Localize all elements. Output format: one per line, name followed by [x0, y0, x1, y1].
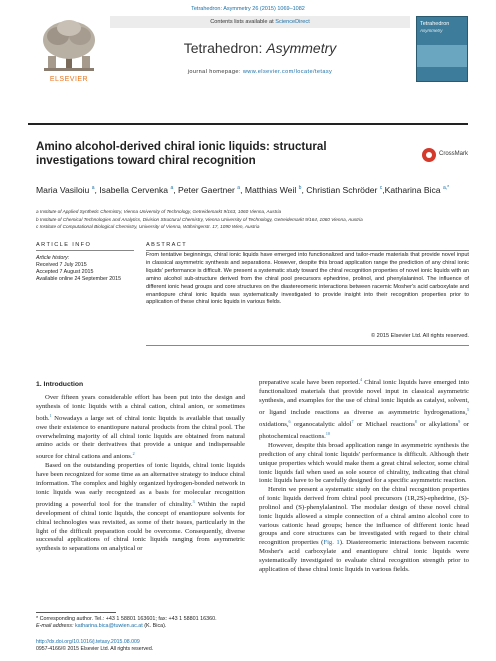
body-left-column	[36, 394, 245, 554]
footnote-email: E-mail address: katharina.bica@tuwien.ac.at (K. Bica).	[36, 623, 167, 629]
journal-cover-image	[416, 16, 468, 82]
citation-link[interactable]: 7	[351, 418, 354, 424]
journal-reference[interactable]: Tetrahedron: Asymmetry 26 (2015) 1069–1082	[191, 6, 305, 12]
homepage-link[interactable]: www.elsevier.com/locate/tetasy	[242, 69, 333, 75]
abstract-text: From tentative beginnings, chiral ionic liquids have emerged into functionalized and tailor-made materials that provide novel input in classical asymmetric synthesis and separations. However, despite this broad application range the prediction of any chiral ionic liquids' performance is difficult. We present a systematic study toward the chiral recognition properties of novel ionic liquids with an amino alcohol sub-structure derived from the chiral pool precursors ephedrine, prolinol, and phenylalaninol. The influence of different ionic head groups and core structures on the diastereomeric interactions between racemic Mosher's acid carboxylate and enantiopure chiral ionic liquids was systematically investigated to provide insight into their recognition properties prior to application of these chiral ionic liquids in various fields.	[146, 252, 469, 306]
journal-title	[110, 40, 410, 56]
online-date: Available online 24 September 2015	[36, 276, 122, 282]
author-name[interactable]: Isabella Cervenka	[99, 184, 171, 195]
citation-link[interactable]: 9	[458, 418, 461, 424]
footnote-rule	[36, 612, 116, 613]
body-paragraph: Over fifteen years considerable effort has been put into the design and synthesis of ionic liquids with a chiral cation, chiral anion, or sometimes both.$^1$ Nowadays a large set of chiral ionic liquids is available that usually owe their existence to enantiopure natural products from the chiral pool. The overwhelming majority of all chiral ionic liquids are obtained from natural amino acids or their derivatives that provide a unique and indispensable source for chiral cations and anions.$^2$	[36, 394, 245, 461]
citation-link[interactable]: 3	[192, 498, 195, 504]
affiliation-marker[interactable]: a	[237, 185, 241, 191]
cover-title: Tetrahedron	[420, 21, 450, 27]
accepted-date: Accepted 7 August 2015	[36, 269, 94, 275]
author-name[interactable]: Katharina Bica	[384, 184, 443, 195]
doi-link[interactable]: http://dx.doi.org/10.1016/j.tetasy.2015.08.009	[36, 639, 140, 645]
citation-link[interactable]: 8	[414, 418, 417, 424]
issn-line: 0957-4166/© 2015 Elsevier Ltd. All rights reserved.	[36, 646, 154, 652]
crossmark-button[interactable]	[422, 148, 482, 164]
section-heading-introduction: 1. Introduction	[36, 381, 84, 388]
affiliation-marker[interactable]: a,*	[442, 185, 450, 191]
homepage-prefix: journal homepage:	[187, 69, 243, 75]
author-separator: ,	[240, 184, 245, 195]
body-paragraph: However, despite this broad application range in asymmetric synthesis the prediction of any chiral ionic liquids' performance is difficult. Although their unique properties which would make them a great chiral selector, some chiral ionic liquids fail when used as sole source of chirality, indicating that chiral ionic liquids have to be carefully designed for a specific asymmetric reaction.	[259, 442, 469, 485]
cover-subtitle: Asymmetry	[420, 28, 443, 33]
citation-link[interactable]: 4	[360, 377, 363, 382]
article-title: Amino alcohol-derived chiral ionic liquids: structural investigations toward chiral recognition	[36, 140, 327, 167]
corresponding-author-footnote	[36, 616, 256, 630]
author-name[interactable]: Peter Gaertner	[178, 184, 238, 195]
abstract-copyright: © 2015 Elsevier Ltd. All rights reserved.	[370, 333, 469, 339]
figure-link[interactable]: Fig. 1	[323, 539, 340, 547]
received-date: Received 7 July 2015	[36, 262, 87, 268]
masthead-center	[110, 16, 410, 84]
history-label: Article history:	[36, 255, 70, 261]
citation-link[interactable]: 6	[288, 418, 291, 424]
affiliation-marker[interactable]: a	[170, 185, 174, 191]
journal-homepage	[110, 69, 410, 75]
body-paragraph: preparative scale have been reported.$^4$ Chiral ionic liquids have emerged into functionalized materials that provide novel input in classical asymmetric synthesis, and examples for the use of chiral ionic liquids as catalyst, solvent, or ligand include reactions as diverse as asymmetric hydrogenations,$^5$ oxidations,$^6$ organocatalytic aldol$^7$ or Michael reactions$^8$ or alkylations$^9$ or photochemical reactions.$^{10}$	[259, 377, 469, 441]
affiliation-b: b Institute of Chemical Technologies and Analytics, Division Structural Chemistry, Vienna University of Technology, Getreidemarkt 9/164, 1060 Vienna, Austria	[36, 216, 363, 222]
journal-name-italic: Asymmetry	[266, 40, 337, 56]
journal-name-plain: Tetrahedron:	[183, 40, 267, 56]
affiliation-marker[interactable]: a	[91, 185, 95, 191]
citation-link[interactable]: 5	[467, 406, 469, 412]
author-name[interactable]: Maria Vasiloiu	[36, 184, 92, 195]
body-right-column	[259, 376, 469, 575]
citation-link[interactable]: 2	[132, 451, 135, 457]
author-name[interactable]: Christian Schröder	[306, 184, 380, 195]
sciencedirect-link[interactable]: ScienceDirect	[275, 19, 310, 25]
abstract-bottom-rule	[146, 345, 469, 346]
crossmark-label: CrossMark	[439, 151, 469, 157]
author-name[interactable]: Matthias Weil	[244, 184, 299, 195]
affiliation-c: c Institute of Computational Biological Chemistry, University of Vienna, Währingerstr. 17, 1090 Wien, Austria	[36, 224, 260, 230]
author-separator: ,	[173, 184, 179, 195]
affiliation-marker[interactable]: b	[298, 185, 302, 191]
crossmark-icon	[422, 148, 436, 162]
affiliation-a: a Institute of Applied Synthetic Chemistry, Vienna University of Technology, Getreidemarkt 9/163, 1060 Vienna, Austria	[36, 209, 282, 214]
citation-link[interactable]: 1	[49, 412, 52, 418]
author-separator: ,	[94, 184, 100, 195]
masthead	[28, 16, 468, 84]
article-info-rule	[36, 250, 134, 251]
citation-link[interactable]: 10	[325, 430, 330, 436]
masthead-divider	[28, 123, 468, 125]
footnote-contact: * Corresponding author. Tel.: +43 1 58801 163601; fax: +43 1 58801 16360.	[36, 616, 217, 622]
affiliations	[36, 208, 476, 231]
body-paragraph: Based on the outstanding properties of ionic liquids, chiral ionic liquids have been recognized for some time as an alternative strategy to induce chiral information. The complex and highly organized hydrogen-bonded network in ionic liquids was early recognized as a basis for molecular recognition providing a powerful tool for the transfer of chirality.$^3$ Within the rapid development of chiral ionic liquids, the concept of enantiopure solvents for chiral technologies was revisited, as some of their issues, particularly in the light of the difficult preparation could be overcome. Consequently, diverse successful applications of chiral ionic liquids ranging from asymmetric synthesis to separations on analytical or	[36, 462, 245, 553]
elsevier-tree-logo	[34, 16, 104, 76]
abstract-rule	[146, 250, 469, 251]
author-separator: ,	[382, 184, 385, 195]
cover-band	[417, 45, 467, 67]
contents-bar	[110, 16, 410, 28]
article-info-heading: ARTICLE INFO	[36, 242, 92, 248]
affiliation-marker[interactable]: c	[379, 185, 383, 191]
body-paragraph: Herein we present a systematic study on the chiral recognition properties of ionic liquids derived from chiral pool precursors (1R,2S)-ephedrine, (S)-prolinol and (S)-phenylalaninol. The modular design of these novel chiral ionic liquids allowed a simple connection of a chiral amino alcohol core to various cationic head groups; hence the influence of different ionic head groups and core structures can be investigated with regard to their chiral recognition properties (Fig. 1). Diastereomeric interactions between racemic Mosher's acid carboxylate and enantiopure chiral ionic liquids were systematically investigated to evaluate chiral recognition strength prior to application of these chiral ionic liquids in various fields.	[259, 486, 469, 573]
publisher-name: ELSEVIER	[49, 76, 89, 83]
contents-prefix: Contents lists available at	[210, 19, 276, 25]
author-list	[36, 182, 476, 196]
email-link[interactable]: katharina.bica@tuwien.ac.at	[74, 623, 143, 629]
article-history	[36, 255, 136, 283]
author-separator: ,	[301, 184, 307, 195]
abstract-heading: ABSTRACT	[146, 242, 188, 248]
